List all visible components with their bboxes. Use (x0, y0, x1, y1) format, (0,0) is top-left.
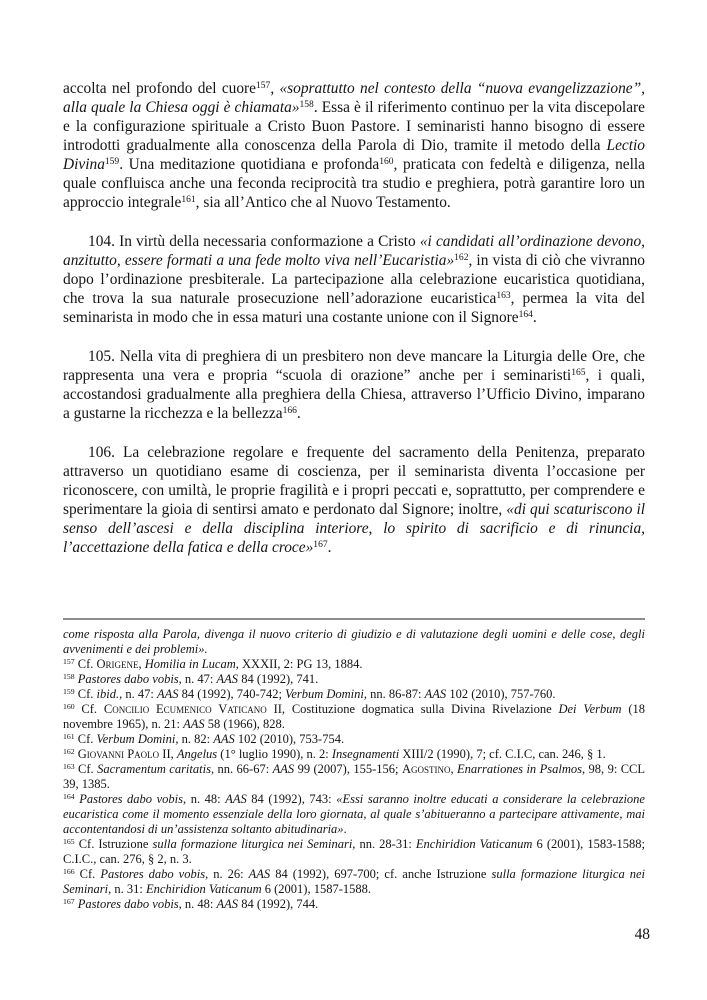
footnotes-section (63, 627, 645, 912)
footnote-item: $^{165}$ Cf. Istruzione sulla formazione liturgica nei Seminari, nn. 28-31: Enchiridion Vaticanum 6 (2001), 1583-1588; C.I.C., can. 276, § 2, n. 3. (63, 836, 645, 866)
footnote-item: $^{162}$ Giovanni Paolo II, Angelus (1° luglio 1990), n. 2: Insegnamenti XIII/2 (1990), 7; cf. C.I.C, can. 246, § 1. (63, 746, 606, 761)
body-text (63, 79, 645, 557)
footnote-item: $^{160}$ Cf. Concilio Ecumenico Vaticano II, Costituzione dogmatica sulla Divina Rivelazione Dei Verbum (18 novembre 1965), n. 21: AAS 58 (1966), 828. (63, 701, 645, 731)
footnote-item: $^{159}$ Cf. ibid., n. 47: AAS 84 (1992), 740-742; Verbum Domini, nn. 86-87: AAS 102 (2010), 757-760. (63, 686, 556, 701)
footnote-item: $^{166}$ Cf. Pastores dabo vobis, n. 26: AAS 84 (1992), 697-700; cf. anche Istruzione sulla formazione liturgica nei Seminari, n. 31: Enchiridion Vaticanum 6 (2001), 1587-1588. (63, 866, 646, 896)
footnote-separator (63, 618, 645, 620)
footnote-continuation: come risposta alla Parola, divenga il nuovo criterio di giudizio e di valutazione degli uomini e delle cose, degli avvenimenti e dei problemi». (63, 627, 645, 656)
body-paragraph: accolta nel profondo del cuore$^{157}$, «soprattutto nel contesto della “nuova evangelizzazione”, alla quale la Chiesa oggi è chiamata»$^{158}$. Essa è il riferimento continuo per la vita discepolare e la configurazione spirituale a Cristo Buon Pastore. I seminaristi hanno bisogno di essere introdotti gradualmente alla conoscenza della Parola di Dio, tramite il metodo della Lectio Divina$^{159}$. Una meditazione quotidiana e profonda$^{160}$, praticata con fedeltà e diligenza, nella quale confluisca anche una feconda reciprocità tra studio e preghiera, potrà garantire loro un approccio integrale$^{161}$, sia all’Antico che al Nuovo Testamento. (63, 79, 645, 211)
body-paragraph: 104. In virtù della necessaria conformazione a Cristo «i candidati all’ordinazione devono, anzitutto, essere formati a una fede molto viva nell’Eucaristia»$^{162}$, in vista di ciò che vivranno dopo l’ordinazione presbiterale. La partecipazione alla celebrazione eucaristica quotidiana, che trova la sua naturale prosecuzione nell’adorazione eucaristica$^{163}$, permea la vita del seminarista in modo che in essa maturi una costante unione con il Signore$^{164}$. (63, 233, 646, 326)
footnotes-list (63, 657, 645, 912)
footnote-item: $^{158}$ Pastores dabo vobis, n. 47: AAS 84 (1992), 741. (63, 671, 319, 686)
footnote-item: $^{161}$ Cf. Verbum Domini, n. 82: AAS 102 (2010), 753-754. (63, 731, 345, 746)
body-paragraph: 105. Nella vita di preghiera di un presbitero non deve mancare la Liturgia delle Ore, che rappresenta una vera e propria “scuola di orazione” anche per i seminaristi$^{165}$, i quali, accostandosi gradualmente alla preghiera della Chiesa, attraverso l’Ufficio Divino, imparano a gustarne la ricchezza e la bellezza$^{166}$. (63, 348, 645, 422)
footnote-item: $^{167}$ Pastores dabo vobis, n. 48: AAS 84 (1992), 744. (63, 896, 319, 911)
body-paragraph: 106. La celebrazione regolare e frequente del sacramento della Penitenza, preparato attraverso un quotidiano esame di coscienza, per il seminarista diventa l’occasione per riconoscere, con umiltà, le proprie fragilità e i propri peccati e, soprattutto, per comprendere e sperimentare la gioia di sentirsi amato e perdonato dal Signore; inoltre, «di qui scaturiscono il senso dell’ascesi e della disciplina interiore, lo spirito di sacrificio e di rinuncia, l’accettazione della fatica e della croce»$^{167}$. (63, 444, 645, 556)
footnote-item: $^{164}$ Pastores dabo vobis, n. 48: AAS 84 (1992), 743: «Essi saranno inoltre educati a considerare la celebrazione eucaristica come il momento essenziale della loro giornata, al quale s’abitueranno a partecipare attivamente, mai accontentandosi di un’assistenza soltanto abitudinaria». (63, 791, 645, 836)
footnote-item: $^{163}$ Cf. Sacramentum caritatis, nn. 66-67: AAS 99 (2007), 155-156; Agostino, Enarrationes in Psalmos, 98, 9: CCL 39, 1385. (63, 761, 646, 791)
footnote-item: $^{157}$ Cf. Origene, Homilia in Lucam, XXXII, 2: PG 13, 1884. (63, 656, 363, 671)
page-number: 48 (634, 926, 650, 943)
